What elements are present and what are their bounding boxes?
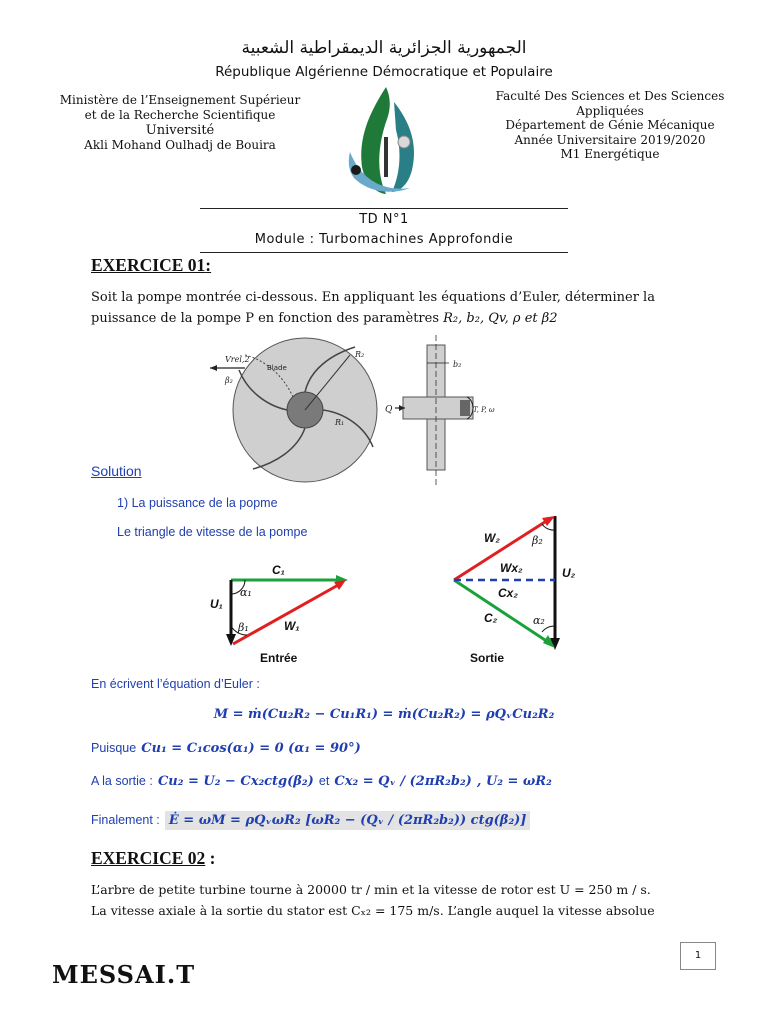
label-c2: C₂ [484,611,498,625]
label-u1: U₁ [210,597,223,611]
divider-top [200,208,568,209]
triangle-title: Le triangle de vitesse de la pompe [117,525,308,539]
exercise1-colon: : [205,255,212,275]
final-label: Finalement : [91,813,160,827]
euler-intro: En écrivent l’équation d’Euler : [91,677,260,691]
entry-velocity-triangle [200,558,360,668]
faculty-line: Appliquées [576,103,644,118]
et-label: et [318,774,330,788]
statement-prefix: puissance de la pompe P en fonction des paramètres [91,311,439,326]
label-beta1: β₁ [238,621,249,634]
page-number: 1 [680,942,716,970]
label-beta2: β₂ [225,376,233,385]
exercise1-heading [91,255,211,276]
statement-line: L’arbre de petite turbine tourne à 20000 tr / min et la vitesse de rotor est U = 250 m / s. [91,882,651,897]
department-line: Département de Génie Mécanique [505,118,715,132]
puisque-equation: Cu₁ = C₁cos(α₁) = 0 (α₁ = 90°) [141,741,361,756]
year-line: Année Universitaire 2019/2020 [514,132,706,147]
module-title: Module : Turbomachines Approfondie [254,232,514,247]
exit-caption: Sortie [470,651,505,665]
statement-params: R₂, b₂, Qv, ρ et β2 [443,311,558,326]
statement-line: Soit la pompe montrée ci-dessous. En appliquant les équations d’Euler, déterminer la [91,290,655,305]
euler-equation: M = ṁ(Cu₂R₂ − Cu₁R₁) = ṁ(Cu₂R₂) = ρQᵥCu₂R₂ [213,707,555,722]
exercise2-title: EXERCICE 02 [91,848,206,868]
statement-line: La vitesse axiale à la sortie du stator est Cₓ₂ = 175 m/s. L’angle auquel la vitesse absolue [91,903,655,918]
label-r1: R₁ [335,418,345,427]
exercise1-title: EXERCICE 01 [91,255,206,275]
final-equation: Ė = ωM = ρQᵥωR₂ [ωR₂ − (Qᵥ / (2πR₂b₂)) ctg(β₂)] [165,811,531,830]
exercise1-statement [91,287,677,329]
puisque-line [91,737,361,756]
td-number: TD N°1 [359,212,409,227]
university-label: Université [145,123,215,138]
label-c1: C₁ [272,563,285,577]
entry-caption: Entrée [260,651,298,665]
final-line [91,809,530,828]
label-r2: R₂ [355,350,365,359]
label-u2: U₂ [562,566,576,580]
u2-equation: , U₂ = ωR₂ [476,774,552,789]
ministry-line: et de la Recherche Scientifique [84,108,276,122]
label-tpw: T, P, ω [473,406,495,414]
sortie-line [91,770,552,789]
label-blade: Blade [267,364,287,372]
arabic-title: الجمهورية الجزائرية الديمقراطية الشعبية [241,38,527,58]
label-cx2: Cx₂ [498,586,518,600]
label-alpha2: α₂ [533,614,545,627]
author-name: MESSAI.T [52,960,196,989]
label-beta2-exit: β₂ [532,534,543,547]
level-line: M1 Energétique [560,147,660,161]
exercise2-colon: : [205,848,216,868]
faculty-block [470,89,750,162]
label-alpha1: α₁ [240,586,252,599]
puisque-label: Puisque [91,741,137,755]
pump-figure [205,335,505,485]
statement-line [91,308,677,329]
label-wx2: Wx₂ [500,561,523,575]
faculty-line: Faculté Des Sciences et Des Sciences [495,89,725,103]
university-logo [340,82,432,202]
exercise2-statement [91,879,691,921]
label-b2: b₂ [453,360,462,369]
university-name: Akli Mohand Oulhadj de Bouira [84,138,276,152]
label-q: Q [385,405,393,415]
divider-bottom [200,252,568,253]
label-w1: W₁ [284,619,300,633]
label-w2: W₂ [484,531,500,545]
exercise2-heading [91,848,215,869]
label-vrel: Vrel,2 [225,355,250,364]
cx2-equation: Cx₂ = Qᵥ / (2πR₂b₂) [334,774,472,789]
solution-title: Solution [91,463,142,479]
republic-title: République Algérienne Démocratique et Populaire [215,64,553,80]
ministry-line: Ministère de l’Enseignement Supérieur [59,93,301,107]
sortie-equation: Cu₂ = U₂ − Cx₂ctg(β₂) [157,774,314,789]
exit-velocity-triangle [440,508,600,668]
sortie-label: A la sortie : [91,774,153,788]
solution-item-1: 1) La puissance de la popme [117,496,278,510]
ministry-block [40,93,320,153]
